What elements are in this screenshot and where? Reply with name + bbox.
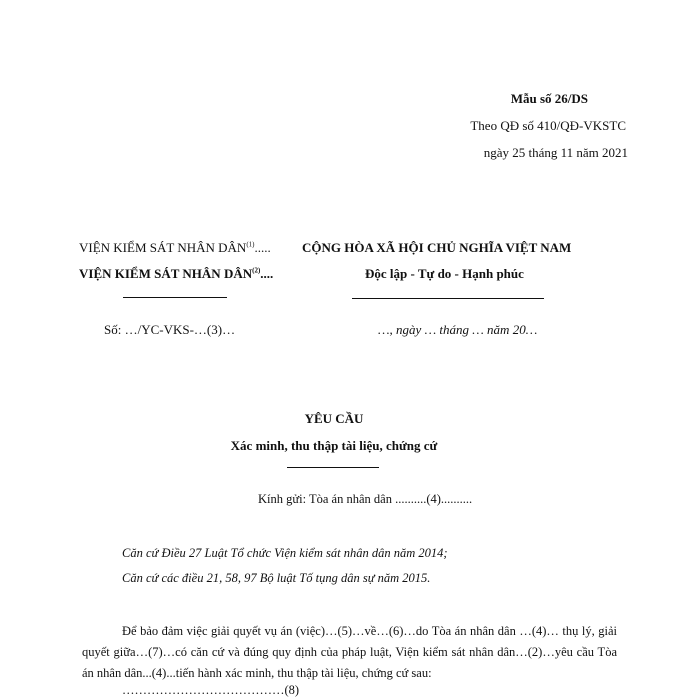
title-underline bbox=[287, 467, 379, 468]
document-number: Số: …/YC-VKS-…(3)… bbox=[104, 322, 236, 337]
national-motto: Độc lập - Tự do - Hạnh phúc bbox=[365, 266, 524, 281]
agency-line-2 bbox=[79, 266, 273, 282]
nation-title: CỘNG HÒA XÃ HỘI CHỦ NGHĨA VIỆT NAM bbox=[302, 240, 572, 255]
body-paragraph: Để bảo đảm việc giải quyết vụ án (việc)…(5)…về…(6)…do Tòa án nhân dân …(4)… thụ lý, giải quyết giữa…(7)…có căn cứ và đúng quy định của pháp luật, Viện kiểm sát nhân dân…(2)…yêu cầu Tòa án nhân dân...(4)...tiến hành xác minh, thu thập tài liệu, chứng cứ sau: bbox=[82, 624, 617, 680]
recipient-line: Kính gửi: Tòa án nhân dân ..........(4).......... bbox=[258, 492, 473, 506]
agency-line-1-text: VIỆN KIỂM SÁT NHÂN DÂN bbox=[79, 240, 247, 255]
item-line: …………………………………(8) bbox=[122, 683, 300, 697]
motto-underline bbox=[352, 298, 544, 299]
agency-line-1-tail: ..... bbox=[254, 240, 271, 255]
legal-basis-1: Căn cứ Điều 27 Luật Tổ chức Viện kiểm sát nhân dân năm 2014; bbox=[122, 546, 448, 560]
form-code: Mẫu số 26/DS bbox=[510, 91, 588, 106]
form-date: ngày 25 tháng 11 năm 2021 bbox=[483, 145, 628, 160]
note-2: (2) bbox=[252, 266, 261, 275]
place-date: …, ngày … tháng … năm 20… bbox=[378, 322, 538, 337]
document-subtitle: Xác minh, thu thập tài liệu, chứng cứ bbox=[230, 438, 438, 453]
form-decision: Theo QĐ số 410/QĐ-VKSTC bbox=[470, 118, 626, 133]
agency-line-1 bbox=[79, 240, 271, 256]
legal-basis-2: Căn cứ các điều 21, 58, 97 Bộ luật Tố tụng dân sự năm 2015. bbox=[122, 571, 431, 585]
agency-line-2-text: VIỆN KIỂM SÁT NHÂN DÂN bbox=[79, 266, 253, 281]
agency-line-2-tail: .... bbox=[260, 266, 274, 281]
agency-underline bbox=[123, 297, 227, 298]
note-1: (1) bbox=[246, 240, 255, 249]
document-title: YÊU CẦU bbox=[304, 411, 364, 426]
